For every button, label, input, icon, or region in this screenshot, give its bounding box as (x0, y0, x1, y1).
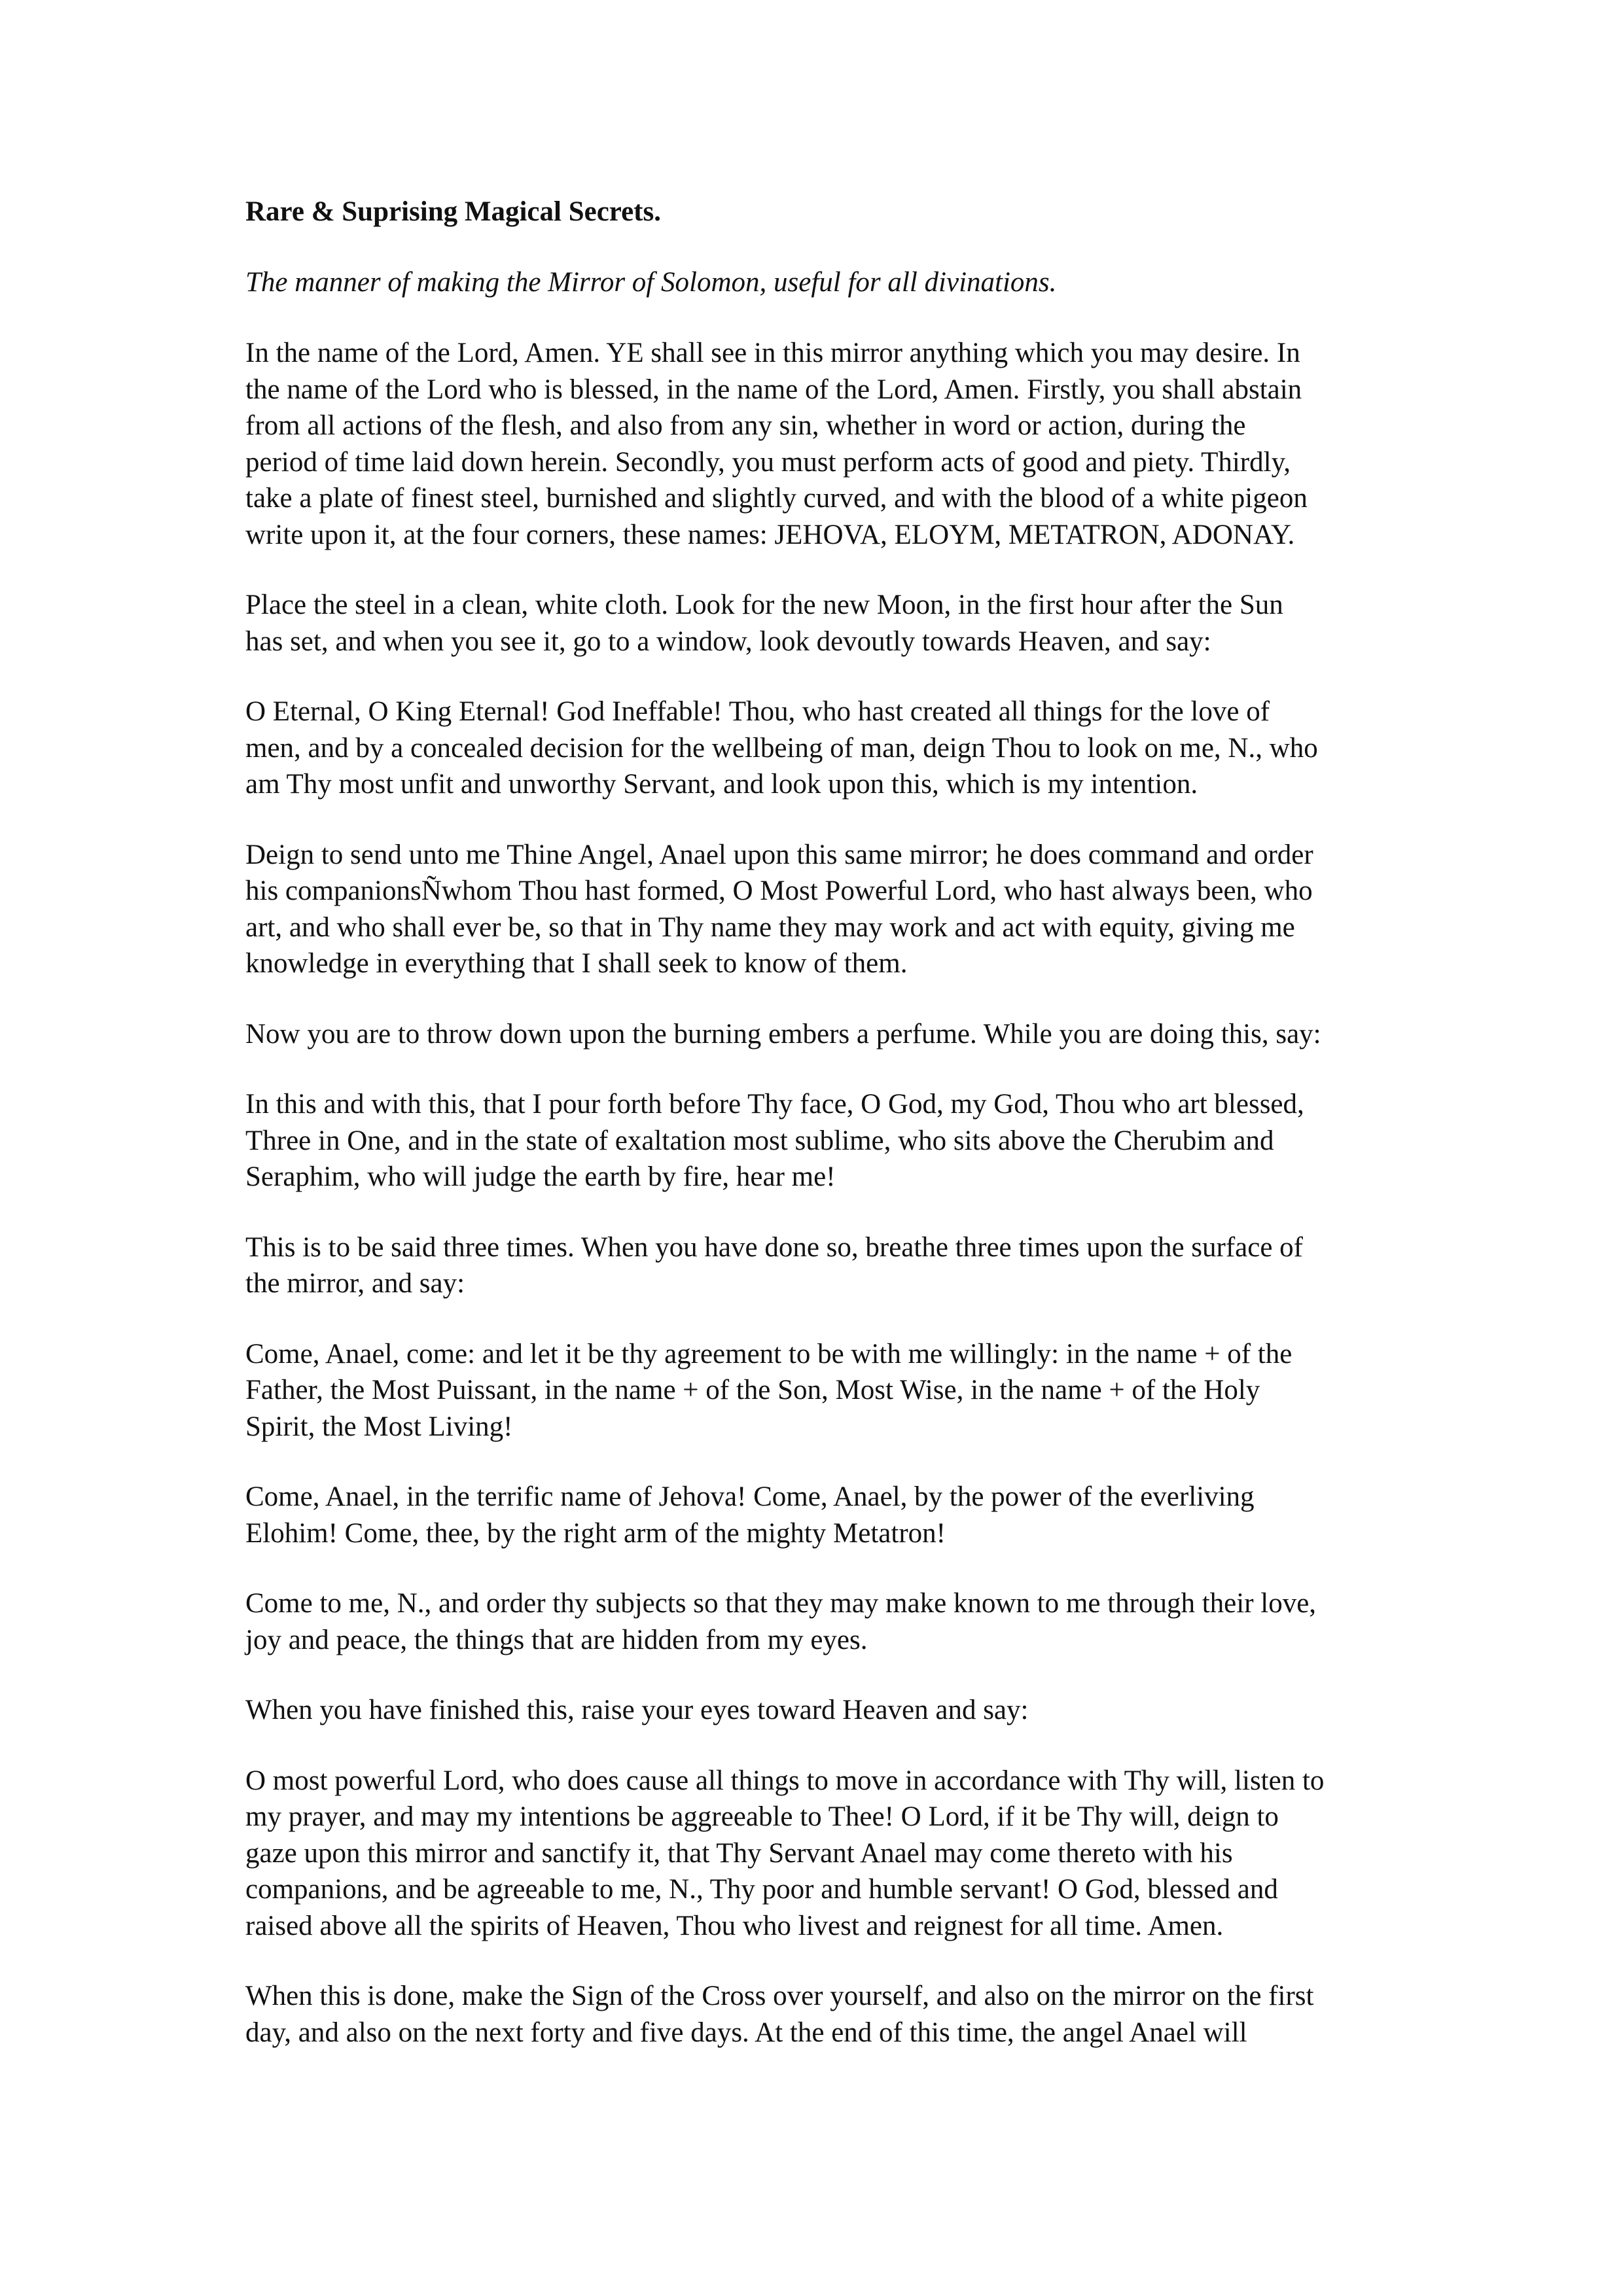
text-line: When you have finished this, raise your eyes toward Heaven and say: (245, 1695, 1029, 1725)
text-line: the name of the Lord who is blessed, in the name of the Lord, Amen. Firstly, you shall abstain (245, 374, 1302, 405)
text-line: Come, Anael, come: and let it be thy agreement to be with me willingly: in the name + of the (245, 1338, 1293, 1369)
text-line: from all actions of the flesh, and also from any sin, whether in word or action, during the (245, 410, 1246, 441)
text-line: take a plate of finest steel, burnished and slightly curved, and with the blood of a white pigeon (245, 483, 1308, 514)
text-line: When this is done, make the Sign of the Cross over yourself, and also on the mirror on the first (245, 1981, 1314, 2011)
paragraph (245, 694, 1391, 803)
text-line: knowledge in everything that I shall seek to know of them. (245, 948, 908, 979)
text-line: In this and with this, that I pour forth before Thy face, O God, my God, Thou who art blessed, (245, 1089, 1304, 1120)
text-line: Deign to send unto me Thine Angel, Anael upon this same mirror; he does command and order (245, 839, 1313, 870)
text-line: Place the steel in a clean, white cloth. Look for the new Moon, in the first hour after the Sun (245, 590, 1283, 620)
text-line: Come to me, N., and order thy subjects so that they may make known to me through their love, (245, 1588, 1317, 1619)
text-line: has set, and when you see it, go to a window, look devoutly towards Heaven, and say: (245, 626, 1211, 657)
text-line: joy and peace, the things that are hidden from my eyes. (245, 1624, 868, 1655)
document-body (245, 335, 1391, 2051)
text-line: In the name of the Lord, Amen. YE shall see in this mirror anything which you may desire. In (245, 338, 1300, 368)
text-line: men, and by a concealed decision for the wellbeing of man, deign Thou to look on me, N., who (245, 732, 1318, 764)
text-line: Come, Anael, in the terrific name of Jehova! Come, Anael, by the power of the everliving (245, 1481, 1255, 1512)
text-line: Seraphim, who will judge the earth by fire, hear me! (245, 1161, 836, 1192)
paragraph (245, 335, 1391, 553)
paragraph (245, 837, 1391, 982)
paragraph (245, 1692, 1391, 1729)
paragraph (245, 1229, 1391, 1302)
paragraph (245, 1585, 1391, 1658)
document-title: Rare & Suprising Magical Secrets. (245, 196, 661, 227)
paragraph (245, 1978, 1391, 2051)
text-line: Spirit, the Most Living! (245, 1411, 513, 1442)
text-line: companions, and be agreeable to me, N., Thy poor and humble servant! O God, blessed and (245, 1874, 1278, 1905)
text-line: my prayer, and may my intentions be aggreeable to Thee! O Lord, if it be Thy will, deign to (245, 1801, 1279, 1832)
text-line: write upon it, at the four corners, these names: JEHOVA, ELOYM, METATRON, ADONAY. (245, 519, 1295, 550)
paragraph (245, 1016, 1391, 1053)
text-line: O Eternal, O King Eternal! God Ineffable! Thou, who hast created all things for the love of (245, 696, 1270, 727)
text-line: Now you are to throw down upon the burning embers a perfume. While you are doing this, say: (245, 1018, 1321, 1050)
text-line: period of time laid down herein. Secondly, you must perform acts of good and piety. Thirdly, (245, 446, 1291, 478)
text-line: This is to be said three times. When you have done so, breathe three times upon the surface of (245, 1231, 1304, 1263)
text-line: the mirror, and say: (245, 1268, 465, 1299)
text-line: Elohim! Come, thee, by the right arm of the mighty Metatron! (245, 1517, 946, 1549)
text-line: gaze upon this mirror and sanctify it, that Thy Servant Anael may come thereto with his (245, 1837, 1233, 1869)
paragraph (245, 1086, 1391, 1195)
paragraph (245, 1479, 1391, 1551)
text-line: Father, the Most Puissant, in the name + of the Son, Most Wise, in the name + of the Holy (245, 1375, 1260, 1405)
text-line: day, and also on the next forty and five days. At the end of this time, the angel Anael will (245, 2017, 1247, 2048)
text-line: art, and who shall ever be, so that in Thy name they may work and act with equity, giving me (245, 911, 1295, 943)
text-line: raised above all the spirits of Heaven, Thou who livest and reignest for all time. Amen. (245, 1910, 1224, 1941)
paragraph (245, 587, 1391, 660)
paragraph (245, 1763, 1391, 1945)
text-line: O most powerful Lord, who does cause all things to move in accordance with Thy will, listen to (245, 1765, 1325, 1796)
text-line: his companionsÑwhom Thou hast formed, O Most Powerful Lord, who hast always been, who (245, 875, 1313, 906)
text-line: am Thy most unfit and unworthy Servant, and look upon this, which is my intention. (245, 769, 1198, 800)
text-line: Three in One, and in the state of exaltation most sublime, who sits above the Cherubim and (245, 1125, 1274, 1156)
document-page (245, 194, 1391, 2051)
document-subtitle: The manner of making the Mirror of Solomon, useful for all divinations. (245, 267, 1057, 298)
paragraph (245, 1336, 1391, 1445)
